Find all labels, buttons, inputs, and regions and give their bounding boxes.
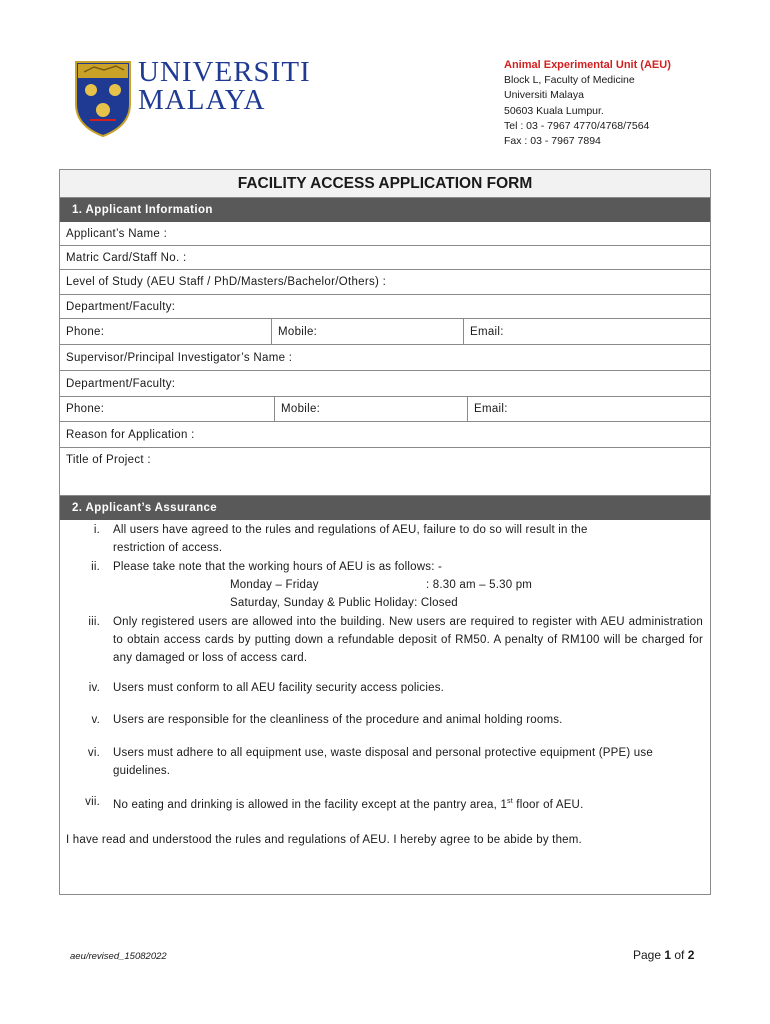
address-tel: Tel : 03 - 7967 4770/4768/7564 <box>504 119 650 132</box>
item-text: Only registered users are allowed into the building. New users are required to register with AEU administration to obtain access cards by putting down a refundable deposit of RM50. A penalty of RM100 will be charged for any damaged or loss of access card. <box>113 616 703 664</box>
supervisor-phone-field[interactable] <box>60 397 275 421</box>
page-current: 1 <box>664 948 672 962</box>
item-text: Please take note that the working hours of AEU is as follows: - <box>113 561 443 573</box>
item-line: guidelines. <box>113 765 171 777</box>
revision-code: aeu/revised_15082022 <box>70 951 167 962</box>
address-line: 50603 Kuala Lumpur. <box>504 104 604 117</box>
working-hours <box>230 576 630 612</box>
item-number: ii. <box>91 561 100 573</box>
crest-icon <box>72 58 134 138</box>
item-text <box>113 521 703 557</box>
address-block <box>504 58 671 149</box>
project-title-field[interactable] <box>60 448 710 496</box>
applicant-contact-row <box>60 319 710 345</box>
item-number: iv. <box>88 682 100 694</box>
item-number: i. <box>93 524 100 536</box>
field-label: Phone: <box>66 325 105 338</box>
weekday-label: Monday – Friday <box>230 579 319 591</box>
weekday-value: : 8.30 am – 5.30 pm <box>426 579 533 591</box>
university-logo <box>72 58 322 138</box>
address-line: Block L, Faculty of Medicine <box>504 74 635 87</box>
matric-field[interactable] <box>60 246 710 270</box>
email-field[interactable] <box>464 319 710 344</box>
item-text-part: floor of AEU. <box>512 798 584 811</box>
field-label: Mobile: <box>278 325 318 338</box>
field-label: Reason for Application : <box>66 428 195 441</box>
section-heading-applicant: 1. Applicant Information <box>60 198 710 222</box>
phone-field[interactable] <box>60 319 272 344</box>
university-name-line2: MALAYA <box>138 84 266 116</box>
item-text-part: No eating and drinking is allowed in the facility except at the pantry area, 1 <box>113 798 508 811</box>
mobile-field[interactable] <box>272 319 464 344</box>
item-number: vii. <box>85 796 100 808</box>
supervisor-contact-row <box>60 397 710 422</box>
item-text <box>113 744 703 780</box>
item-text: Users must conform to all AEU facility security access policies. <box>113 682 445 694</box>
supervisor-name-field[interactable] <box>60 345 710 371</box>
field-label: Mobile: <box>281 403 321 415</box>
field-label: Level of Study (AEU Staff / PhD/Masters/Bachelor/Others) : <box>66 276 387 288</box>
item-number: v. <box>91 714 100 726</box>
university-name-line1: UNIVERSITI <box>138 56 311 88</box>
declaration-text: I have read and understood the rules and regulations of AEU. I hereby agree to be abide by them. <box>66 834 582 846</box>
assurance-list <box>60 520 710 864</box>
weekend-label: Saturday, Sunday & Public Holiday: <box>230 597 418 609</box>
page-number <box>633 948 694 962</box>
page-of: of <box>671 948 688 962</box>
applicant-name-field[interactable] <box>60 222 710 246</box>
field-label: Department/Faculty: <box>66 300 176 313</box>
address-fax: Fax : 03 - 7967 7894 <box>504 135 601 148</box>
weekend-value: Closed <box>420 597 458 609</box>
reason-field[interactable] <box>60 422 710 448</box>
field-label: Department/Faculty: <box>66 377 176 390</box>
field-label: Email: <box>474 403 508 415</box>
item-text: Users are responsible for the cleanliness of the procedure and animal holding rooms. <box>113 714 563 726</box>
form-title: FACILITY ACCESS APPLICATION FORM <box>60 170 710 198</box>
address-line: Universiti Malaya <box>504 89 584 102</box>
field-label: Phone: <box>66 403 105 415</box>
page-total: 2 <box>687 948 695 962</box>
item-line: Users must adhere to all equipment use, waste disposal and personal protective equipment (PPE) use <box>113 747 653 759</box>
supervisor-department-field[interactable] <box>60 371 710 397</box>
field-label: Supervisor/Principal Investigator’s Name : <box>66 351 293 364</box>
item-number: iii. <box>88 616 100 628</box>
department-field[interactable] <box>60 295 710 319</box>
section-heading-assurance: 2. Applicant’s Assurance <box>60 496 710 520</box>
university-name <box>138 58 311 114</box>
field-label: Email: <box>470 325 504 338</box>
page-prefix: Page <box>633 948 665 962</box>
field-label: Title of Project : <box>66 454 151 466</box>
ordinal-suffix: st <box>507 798 513 805</box>
item-number: vi. <box>87 747 100 759</box>
application-form <box>59 169 711 895</box>
supervisor-email-field[interactable] <box>468 397 710 421</box>
item-line: restriction of access. <box>113 542 223 554</box>
unit-name: Animal Experimental Unit (AEU) <box>504 59 671 71</box>
item-text <box>113 793 703 814</box>
supervisor-mobile-field[interactable] <box>275 397 468 421</box>
level-of-study-field[interactable] <box>60 270 710 295</box>
field-label: Applicant’s Name : <box>66 227 168 240</box>
item-line: All users have agreed to the rules and regulations of AEU, failure to do so will result in the <box>113 524 588 536</box>
field-label: Matric Card/Staff No. : <box>66 251 187 264</box>
